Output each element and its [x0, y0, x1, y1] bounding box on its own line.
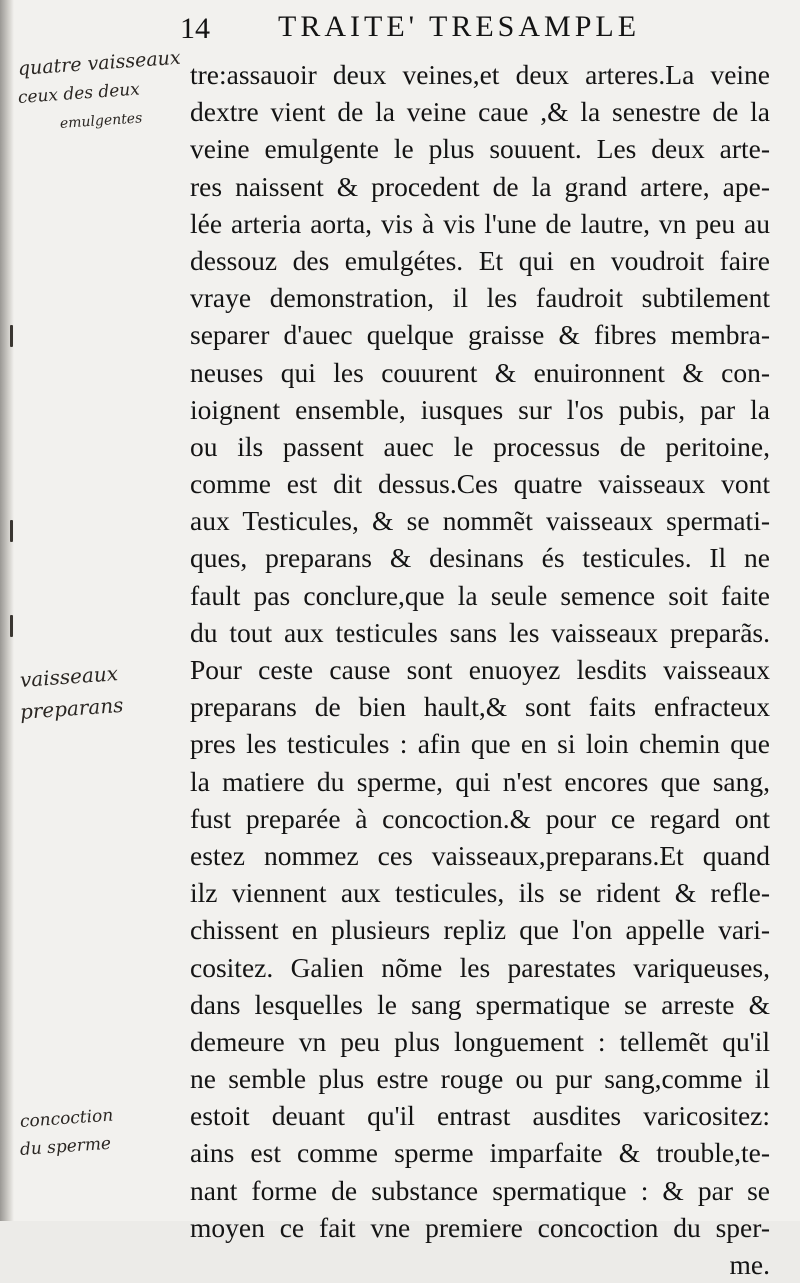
text-line: neuses qui les couurent & enuironnent & con- — [190, 356, 770, 388]
text-line: separer d'auec quelque graisse & fibres membra- — [190, 319, 770, 351]
margin-note: quatre vaisseaux — [17, 46, 182, 80]
margin-note: vaisseaux — [19, 661, 119, 692]
text-line: res naissent & procedent de la grand artere, ape- — [190, 170, 770, 202]
text-line: estez nommez ces vaisseaux,preparans.Et quand — [190, 839, 770, 871]
page-header — [180, 6, 780, 58]
text-line: lée arteria aorta, vis à vis l'une de lautre, vn peu au — [190, 207, 770, 239]
body-text — [190, 56, 770, 1283]
text-line: fault pas conclure,que la seule semence soit faite — [190, 579, 770, 611]
ink-mark — [10, 325, 13, 347]
page-number: 14 — [180, 12, 210, 45]
text-line: chissent en plusieurs repliz que l'on appelle vari- — [190, 914, 770, 946]
text-line: moyen ce fait vne premiere concoction du sper- — [190, 1211, 770, 1243]
text-line: comme est dit dessus.Ces quatre vaisseaux vont — [190, 468, 770, 500]
text-line: dessouz des emulgétes. Et qui en voudroit faire — [190, 244, 770, 276]
text-line: demeure vn peu plus longuement : tellemẽt qu'il — [190, 1025, 770, 1057]
text-line: dans lesquelles le sang spermatique se arreste & — [190, 988, 770, 1020]
text-line: nant forme de substance spermatique : & par se — [190, 1174, 770, 1206]
text-line: ne semble plus estre rouge ou pur sang,comme il — [190, 1063, 770, 1095]
margin-note: du sperme — [19, 1133, 112, 1160]
text-line: dextre vient de la veine caue ,& la senestre de la — [190, 96, 770, 128]
text-line: Pour ceste cause sont enuoyez lesdits vaisseaux — [190, 654, 770, 685]
text-line: me. — [729, 1249, 770, 1280]
text-line: ioignent ensemble, iusques sur l'os pubis, par la — [190, 393, 770, 425]
ink-mark — [10, 615, 13, 637]
text-line: ques, preparans & desinans és testicules. Il ne — [190, 542, 770, 574]
text-line: estoit deuant qu'il entrast ausdites varicositez: — [190, 1100, 770, 1132]
text-line: pres les testicules : afin que en si loin chemin que — [190, 728, 770, 760]
ink-mark — [10, 520, 13, 542]
margin-note: emulgentes — [59, 110, 143, 132]
text-line: ilz viennent aux testicules, ils se rident & refle- — [190, 877, 770, 909]
margin-note: concoction — [19, 1105, 114, 1132]
text-line: cositez. Galien nõme les parestates variqueuses, — [190, 951, 770, 983]
text-line: du tout aux testicules sans les vaisseaux preparãs. — [190, 616, 770, 648]
text-line: fust preparée à concoction.& pour ce regard ont — [190, 802, 770, 834]
text-line: vraye demonstration, il les faudroit subtilement — [190, 282, 770, 314]
text-line: ains est comme sperme imparfaite & trouble,te- — [190, 1137, 770, 1169]
text-line: preparans de bien hault,& sont faits enfracteux — [190, 691, 770, 723]
text-line: la matiere du sperme, qui n'est encores que sang, — [190, 765, 770, 797]
text-line: aux Testicules, & se nommẽt vaisseaux spermati- — [190, 505, 770, 537]
text-line: veine emulgente le plus souuent. Les deux arte- — [190, 133, 770, 165]
running-head: TRAITE' TRESAMPLE — [278, 10, 641, 43]
page-gutter — [0, 0, 14, 1221]
text-line: tre:assauoir deux veines,et deux arteres.La veine — [190, 59, 770, 90]
text-line: ou ils passent auec le processus de peritoine, — [190, 430, 770, 462]
margin-note: preparans — [19, 692, 125, 724]
margin-note: ceux des deux — [17, 79, 141, 108]
